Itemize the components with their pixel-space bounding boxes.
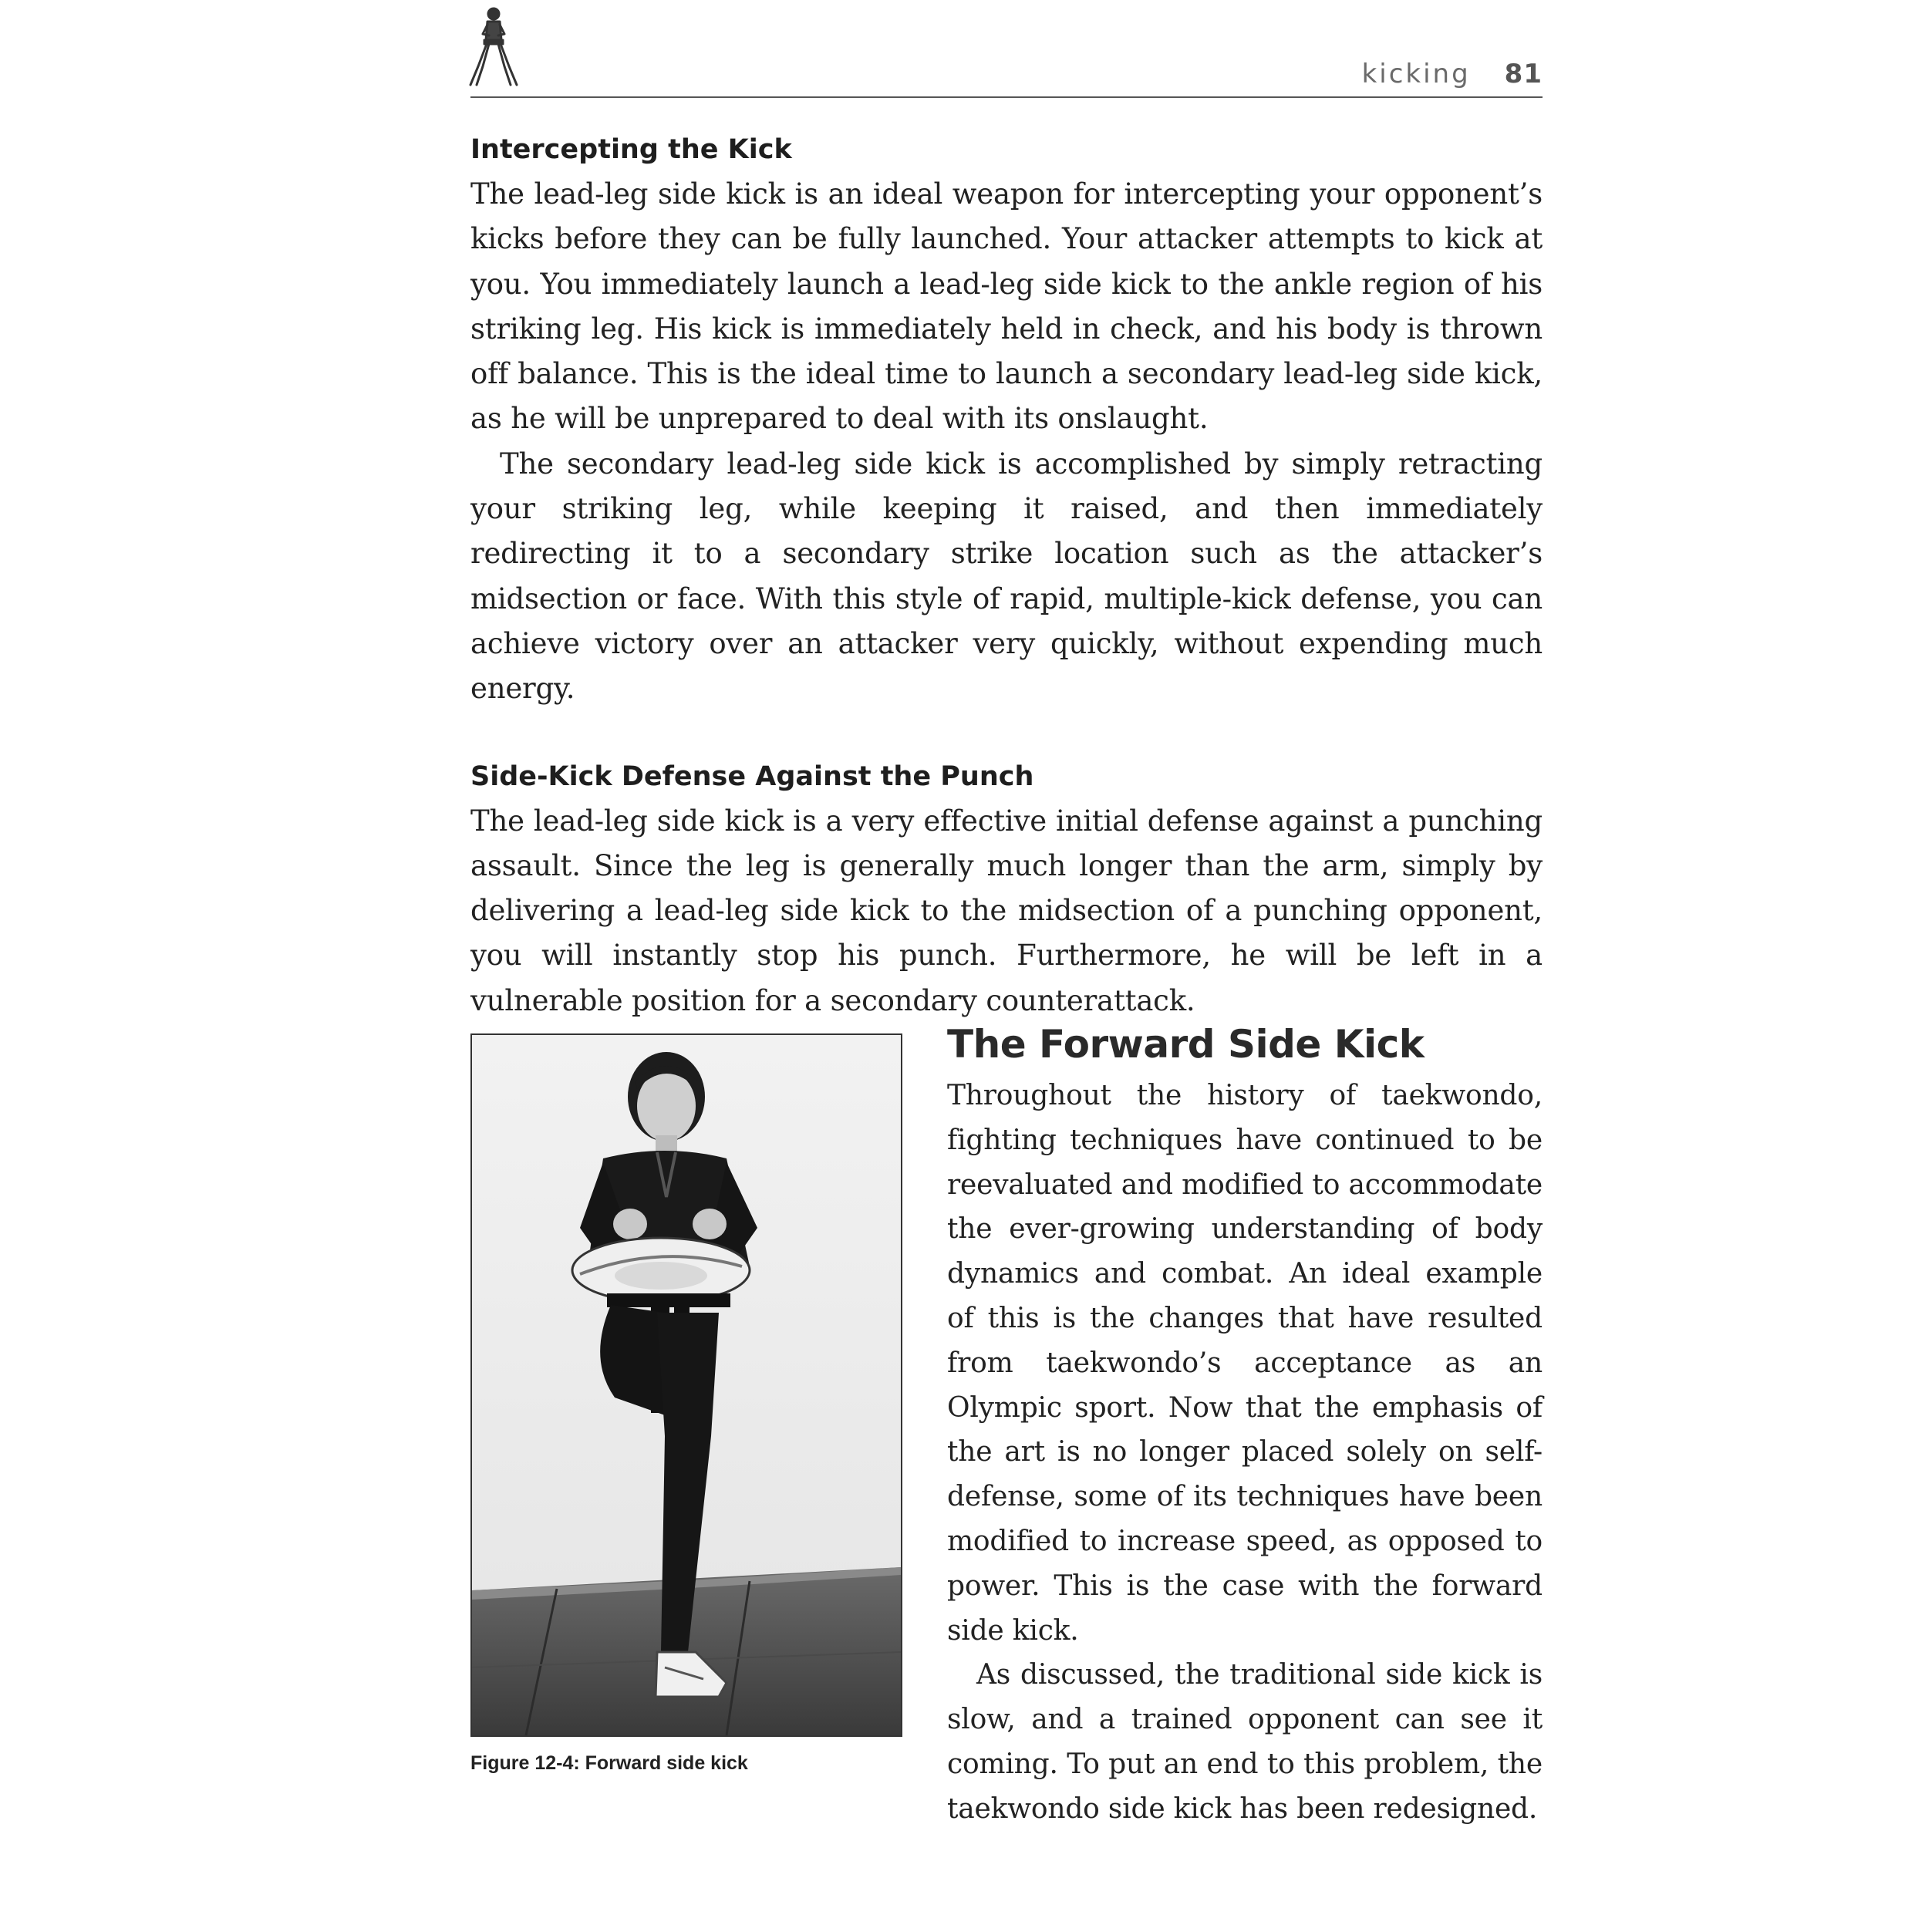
forward-side-kick-photo bbox=[472, 1035, 901, 1735]
running-head bbox=[1362, 59, 1543, 89]
subheading-punch-defense: Side-Kick Defense Against the Punch bbox=[470, 760, 1034, 792]
figure-photo bbox=[470, 1033, 902, 1737]
side-text-column bbox=[947, 1017, 1543, 1832]
chapter-title: kicking bbox=[1361, 59, 1471, 89]
figure-caption: Figure 12-4: Forward side kick bbox=[470, 1752, 748, 1774]
header-rule bbox=[470, 96, 1543, 98]
paragraph: The lead-leg side kick is an ideal weapon for intercepting your opponent’s kicks before they can be fully launched. Your attacker attempts to kick at you. You immediately launch a lead-leg side kick to the ankle region of his striking leg. His kick is immediately held in check, and his body is thrown off balance. This is the ideal time to launch a secondary lead-leg side kick, as he will be unprepared to deal with its onslaught. bbox=[470, 177, 1543, 436]
paragraph: The secondary lead-leg side kick is accomplished by simply retracting your striking leg, while keeping it raised, and then immediately redirecting it to a secondary strike location such as the attacker’s midsection or face. With this style of rapid, multiple-kick defense, you can achieve victory over an attacker very quickly, without expending much energy. bbox=[470, 447, 1543, 706]
section-title: The Forward Side Kick bbox=[947, 1022, 1425, 1067]
page-number: 81 bbox=[1504, 59, 1543, 89]
paragraph: As discussed, the traditional side kick is slow, and a trained opponent can see it coming. To put an end to this problem, the taekwondo side kick has been redesigned. bbox=[947, 1659, 1543, 1825]
subheading-intercepting: Intercepting the Kick bbox=[470, 134, 792, 165]
paragraph: The lead-leg side kick is a very effective initial defense against a punching assault. Since the leg is generally much longer than the arm, simply by delivering a lead-leg side kick to the midsection of a punching opponent, you will instantly stop his punch. Furthermore, he will be left in a vulnerable position for a secondary counterattack. bbox=[470, 804, 1543, 1017]
main-text-column bbox=[470, 127, 1543, 1023]
paragraph: Throughout the history of taekwondo, fighting techniques have continued to be reevaluated and modified to accommodate the ever-growing understanding of body dynamics and combat. An ideal example of this is the changes that have resulted from taekwondo’s acceptance as an Olympic sport. Now that the emphasis of the art is no longer placed solely on self-defense, some of its techniques have been modified to increase speed, as opposed to power. This is the case with the forward side kick. bbox=[947, 1080, 1543, 1647]
martial-artist-stance-icon bbox=[466, 5, 521, 88]
